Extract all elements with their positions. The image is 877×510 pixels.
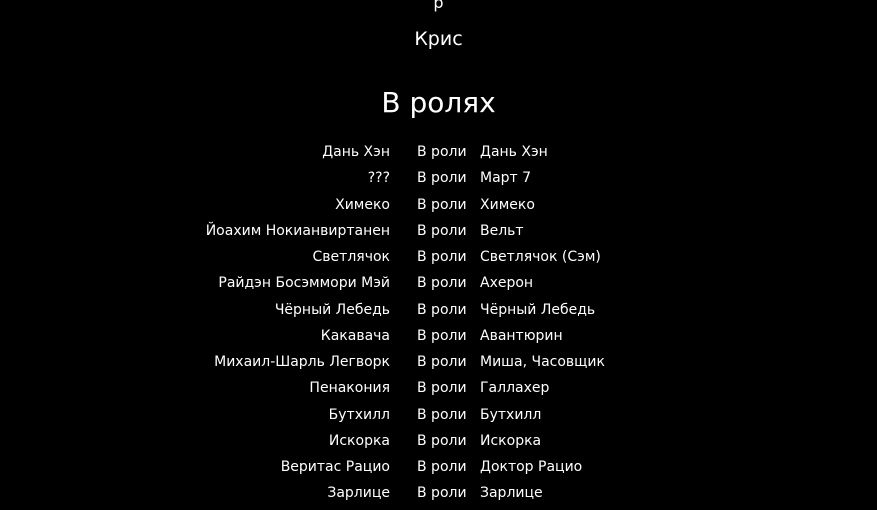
cast-row [0, 195, 877, 221]
cast-actor: Михаил-Шарль Легворк [214, 354, 390, 370]
cast-actor: Какавача [320, 327, 390, 344]
cast-row [0, 457, 877, 483]
cast-row [0, 352, 877, 378]
cast-actor: Райдэн Босэммори Мэй [218, 275, 390, 292]
cast-row [0, 300, 877, 326]
cast-actor: Искорка [328, 432, 390, 449]
cast-role: Доктор Рацио [480, 459, 583, 475]
cast-as-label: В роли [417, 144, 467, 160]
cast-actor: Пенакония [309, 380, 390, 397]
cast-row [0, 247, 877, 273]
cast-role: Светлячок (Сэм) [480, 249, 601, 265]
cast-as-label: В роли [417, 222, 467, 239]
cast-role: Дань Хэн [480, 144, 548, 160]
cast-as-label: В роли [417, 249, 467, 265]
cast-row [0, 431, 877, 457]
cast-role: Химеко [480, 196, 535, 213]
cast-as-label: В роли [417, 301, 467, 318]
cast-actor: Дань Хэн [322, 144, 390, 160]
cast-as-label: В роли [417, 380, 467, 397]
cast-actor: Химеко [335, 196, 390, 213]
cast-row [0, 326, 877, 352]
cast-role: Чёрный Лебедь [480, 301, 596, 318]
cast-as-label: В роли [417, 459, 467, 475]
cast-actor: Чёрный Лебедь [274, 301, 390, 318]
cast-list [0, 142, 877, 510]
cast-role: Зарлице [480, 485, 543, 502]
cast-row [0, 273, 877, 299]
cast-actor: ??? [367, 170, 390, 187]
cast-row [0, 142, 877, 168]
cast-row [0, 378, 877, 404]
credit-name: Крис [414, 28, 463, 50]
cast-actor: Светлячок [312, 249, 390, 265]
section-title: В ролях [381, 86, 496, 119]
cast-role: Искорка [480, 432, 542, 449]
cast-as-label: В роли [417, 327, 467, 344]
cast-as-label: В роли [417, 170, 467, 187]
cast-role: Миша, Часовщик [480, 354, 605, 370]
cast-role: Галлахер [480, 380, 550, 397]
cast-row [0, 483, 877, 509]
cast-row [0, 221, 877, 247]
cast-as-label: В роли [417, 196, 467, 213]
cast-actor: Йоахим Нокианвиртанен [205, 222, 390, 239]
cast-role: Авантюрин [480, 327, 563, 344]
cast-role: Ахерон [480, 275, 534, 292]
cast-actor: Зарлице [327, 485, 390, 502]
cast-role: Март 7 [480, 170, 532, 187]
cast-row [0, 168, 877, 194]
cast-role: Вельт [480, 222, 524, 239]
cast-as-label: В роли [417, 275, 467, 292]
cast-as-label: В роли [417, 432, 467, 449]
cast-as-label: В роли [417, 406, 467, 423]
cast-as-label: В роли [417, 354, 467, 370]
cast-as-label: В роли [417, 485, 467, 502]
cast-row [0, 405, 877, 431]
cast-actor: Веритас Рацио [280, 459, 390, 475]
cast-actor: Бутхилл [328, 406, 390, 423]
partial-credit-line: р [433, 0, 444, 12]
cast-role: Бутхилл [480, 406, 542, 423]
